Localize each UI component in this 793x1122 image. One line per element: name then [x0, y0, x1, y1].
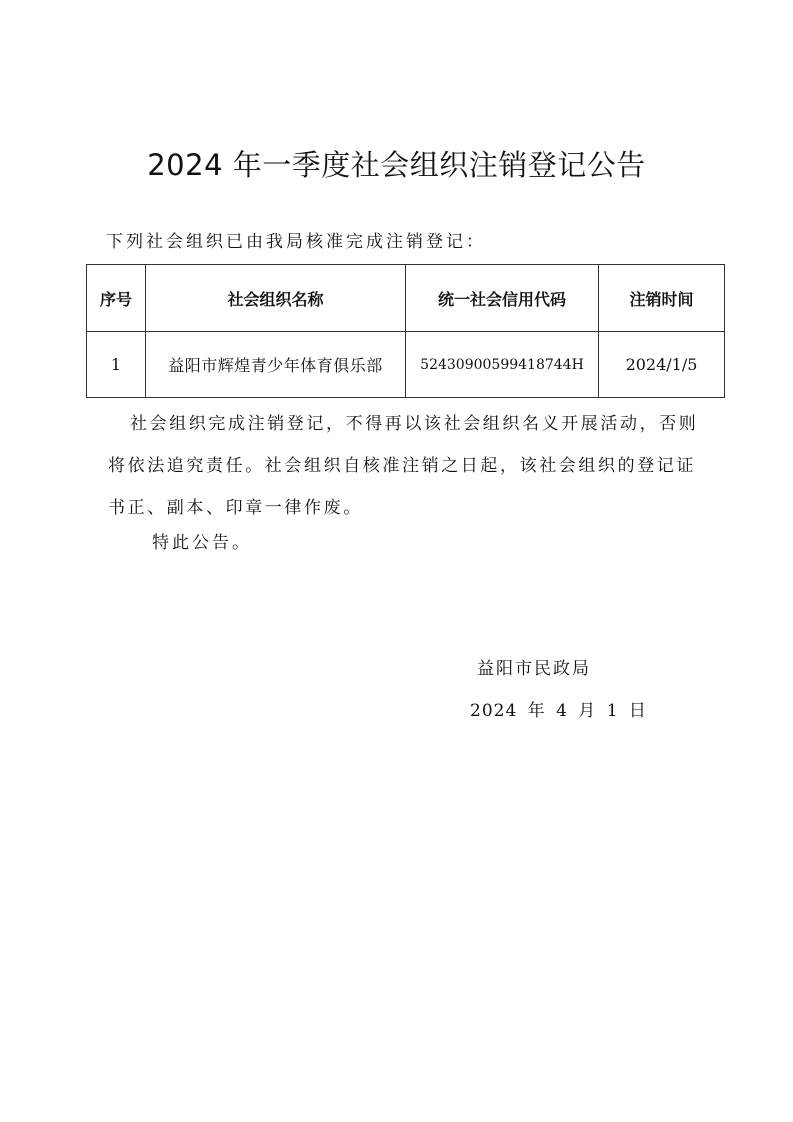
cell-org-name: 益阳市辉煌青少年体育俱乐部	[146, 332, 406, 398]
closing-line: 特此公告。	[152, 533, 252, 553]
issue-date: 2024 年 4 月 1 日	[470, 701, 647, 721]
issuer-name: 益阳市民政局	[477, 659, 591, 679]
intro-paragraph: 下列社会组织已由我局核准完成注销登记：	[106, 232, 486, 252]
page-title: 2024 年一季度社会组织注销登记公告	[147, 148, 646, 182]
table-header-row	[87, 265, 725, 332]
body-paragraph: 社会组织完成注销登记，不得再以该社会组织名义开展活动，否则将依法追究责任。社会组织自核准注销之日起，该社会组织的登记证书正、副本、印章一律作废。	[108, 414, 699, 518]
header-deregistration-date: 注销时间	[599, 265, 725, 332]
header-org-name: 社会组织名称	[146, 265, 406, 332]
header-index: 序号	[87, 265, 146, 332]
cell-deregistration-date: 2024/1/5	[599, 332, 725, 398]
deregistration-table	[86, 264, 725, 398]
cell-credit-code: 52430900599418744H	[406, 332, 599, 398]
cell-index: 1	[87, 332, 146, 398]
header-credit-code: 统一社会信用代码	[406, 265, 599, 332]
table-row	[87, 332, 725, 398]
